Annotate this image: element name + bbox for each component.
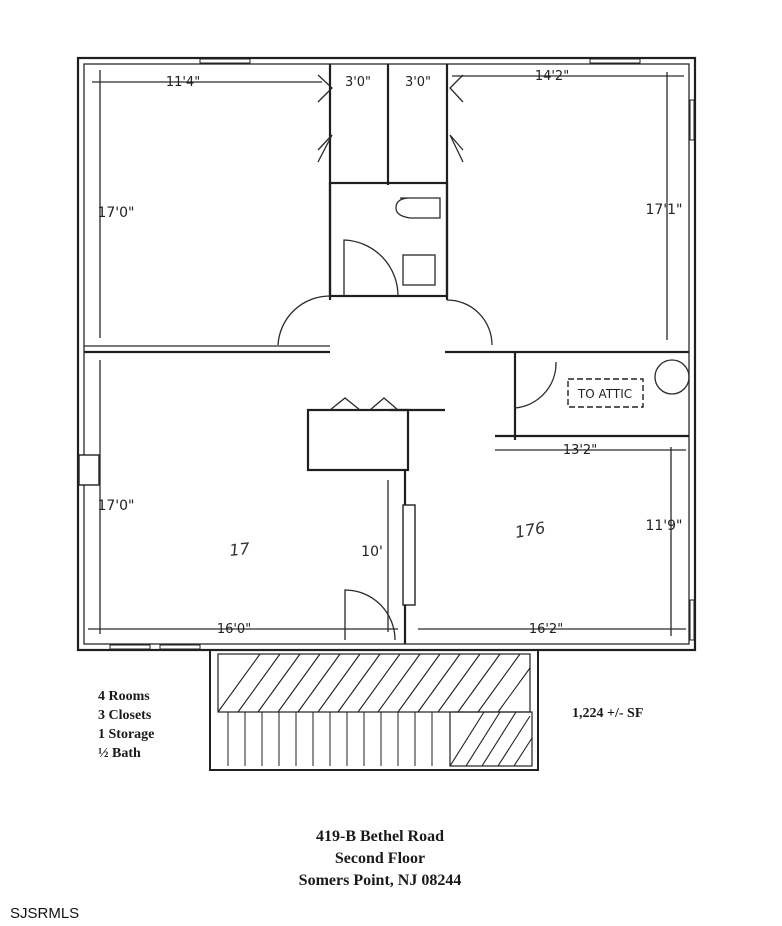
summary-bath: ½ Bath — [98, 746, 141, 761]
dim-bottom-right-upper-width: 13'2" — [562, 443, 598, 458]
window-marks — [79, 59, 694, 649]
dim-top-left-width: 11'4" — [165, 75, 201, 90]
address-line-3: Somers Point, NJ 08244 — [298, 872, 462, 889]
address-line-1: 419-B Bethel Road — [316, 828, 444, 845]
dim-bottom-right-height: 11'9" — [645, 518, 683, 534]
exterior-walls — [78, 58, 695, 650]
mls-watermark: SJSRMLS — [10, 905, 80, 922]
dim-bottom-left-height: 17'0" — [97, 498, 135, 514]
summary-rooms: 4 Rooms — [98, 689, 150, 704]
property-address — [0, 826, 760, 892]
attic-access — [568, 379, 643, 407]
dim-bottom-right-width: 16'2" — [528, 622, 564, 637]
summary-closets: 3 Closets — [98, 708, 152, 723]
dim-closet-right-width: 3'0" — [404, 75, 432, 90]
dim-top-right-height: 17'1" — [645, 202, 683, 218]
summary-storage: 1 Storage — [98, 727, 155, 742]
interior-walls — [84, 64, 689, 644]
attic-label: TO ATTIC — [577, 387, 633, 401]
handwritten-right-note: 176 — [513, 517, 547, 542]
handwritten-left-note: 17 — [228, 538, 251, 560]
dim-top-right-width: 14'2" — [534, 69, 570, 84]
square-footage: 1,224 +/- SF — [572, 706, 644, 721]
dim-closet-left-width: 3'0" — [344, 75, 372, 90]
stairway — [210, 650, 538, 770]
dim-bottom-left-width: 16'0" — [216, 622, 252, 637]
dim-hall-length: 10' — [361, 544, 383, 560]
address-line-2: Second Floor — [334, 850, 426, 867]
room-summary — [98, 687, 154, 763]
dim-top-left-height: 17'0" — [97, 205, 135, 221]
